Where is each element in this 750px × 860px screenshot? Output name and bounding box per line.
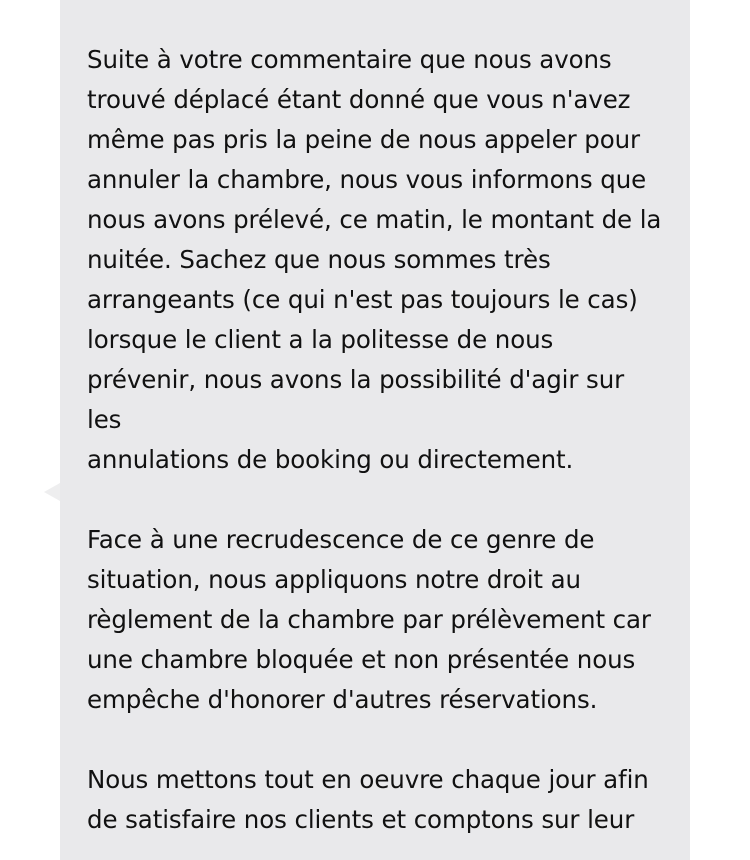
message-bubble bbox=[60, 0, 690, 860]
message-paragraph-3: Nous mettons tout en oeuvre chaque jour afin de satisfaire nos clients et comptons sur leur bbox=[87, 765, 649, 834]
message-paragraph-1: Suite à votre commentaire que nous avons trouvé déplacé étant donné que vous n'avez même pas pris la peine de nous appeler pour annuler la chambre, nous vous informons que nous avons prélevé, ce matin, le montant de la nuitée. Sachez que nous sommes très arrangeants (ce qui n'est pas toujours le cas) lorsque le client a la politesse de nous prévenir, nous avons la possibilité d'agir sur les annulations de booking ou directement. bbox=[87, 45, 662, 474]
message-paragraph-2: Face à une recrudescence de ce genre de situation, nous appliquons notre droit au règlement de la chambre par prélèvement car une chambre bloquée et non présentée nous empêche d'honorer d'autres réservations. bbox=[87, 525, 651, 714]
message-bubble-tail bbox=[44, 483, 60, 501]
